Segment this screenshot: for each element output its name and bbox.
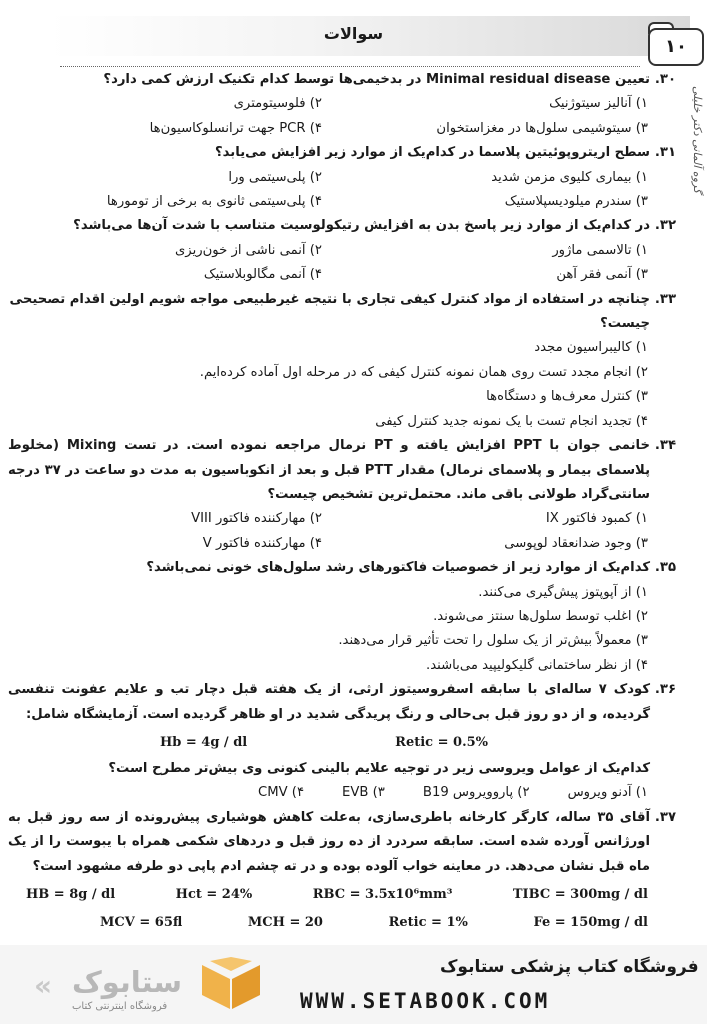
lab-retic: Retic = 0.5% [395, 734, 489, 750]
option-3[interactable]: ۳) معمولاً بیش‌تر از یک سلول را تحت تأثیر قرار می‌دهند. [338, 633, 648, 649]
question-number: ۳۱. [654, 145, 676, 161]
options [8, 92, 650, 141]
option-4[interactable]: ۴) تجدید انجام تست با یک نمونه جدید کنترل کیفی [375, 413, 648, 429]
side-watermark-note: گروه آلمانی دکتر خلیلی [691, 86, 704, 194]
lab-mcv: MCV = 65fl [100, 915, 183, 930]
option-1[interactable]: ۱) آنالیز سیتوژنیک [549, 96, 648, 112]
question-followup: کدام‌یک از عوامل ویروسی زیر در توجیه علایم بالینی کنونی وی بیش‌تر مطرح است؟ [108, 760, 650, 776]
shop-name: فروشگاه کتاب پزشکی ستابوک [440, 957, 699, 977]
option-1[interactable]: ۱) تالاسمی ماژور [552, 242, 648, 258]
question-text: سطح اریتروپوئیتین پلاسما در کدام‌یک از موارد زیر افزایش می‌یابد؟ [215, 145, 650, 161]
setabook-logo[interactable] [20, 955, 190, 1011]
lab-results [26, 729, 622, 757]
question-text: چنانچه در استفاده از مواد کنترل کیفی تجاری با نتیجه غیرطبیعی مواجه شویم اولین اقدام تصحیحی چیست؟ [9, 291, 650, 332]
logo-brand: ستابوک [72, 965, 183, 999]
question-text: کدام‌یک از موارد زیر از خصوصیات فاکتورهای رشد سلول‌های خونی نمی‌باشد؟ [146, 560, 650, 576]
book-logo-icon [196, 957, 266, 1013]
lab-hct: Hct = 24% [175, 887, 253, 902]
questions-list [8, 68, 676, 937]
option-1[interactable]: ۱) از آپوپتوز پیش‌گیری می‌کنند. [478, 584, 648, 600]
option-3[interactable]: ۳) سیتوشیمی سلول‌ها در مغزاستخوان [436, 120, 648, 136]
question-33 [8, 288, 676, 434]
page-number: ۱۰ [648, 28, 704, 66]
question-37 [8, 806, 676, 879]
option-2[interactable]: ۲) فلوسیتومتری [233, 96, 322, 112]
lab-retic: Retic = 1% [388, 915, 468, 930]
option-4[interactable]: ۴) آنمی مگالوبلاستیک [203, 267, 322, 283]
question-36 [8, 678, 676, 806]
question-text: تعیین Minimal residual disease در بدخیمی‌ها توسط کدام تکنیک ارزش کمی دارد؟ [103, 72, 650, 87]
chevron-left-icon: « [34, 969, 53, 1002]
options [8, 239, 650, 288]
options [8, 507, 650, 556]
question-text: آقای ۳۵ ساله، کارگر کارخانه باطری‌سازی، به‌علت کاهش هوشیاری پیش‌رونده از سه روز قبل به اورژانس آورده شده است. سابقه سردرد از ده روز قبل و دردهای شکمی همراه با یبوست را از یک ماه قبل نشان می‌دهد. در معاینه خواب آلوده بوده و در ته چشم ادم پاپی دو طرفه مشهود است؟ [8, 809, 650, 874]
question-number: ۳۵. [654, 560, 676, 576]
option-1[interactable]: ۱) کمبود فاکتور IX [545, 511, 648, 527]
page-header [0, 10, 707, 60]
question-number: ۳۶. [654, 682, 676, 698]
option-4[interactable]: ۴) از نظر ساختمانی گلیکولیپید می‌باشند. [426, 657, 648, 673]
option-1[interactable]: ۱) آدنو ویروس [567, 785, 648, 801]
option-4[interactable]: ۴) CMV [258, 785, 305, 801]
question-number: ۳۳. [654, 291, 676, 307]
question-34 [8, 434, 676, 556]
options [8, 166, 650, 215]
question-text: خانمی جوان با PPT افزایش یافته و PT نرمال مراجعه نموده است. در تست Mixing (مخلوط پلاسمای بیمار و پلاسمای نرمال) مقدار PTT قبل و بعد از انکوباسیون به مدت دو ساعت در ۳۷ درجه سانتی‌گراد طولانی باقی ماند. محتمل‌ترین تشخیص چیست؟ [8, 438, 651, 502]
lab-results [26, 881, 648, 937]
option-3[interactable]: ۳) کنترل معرف‌ها و دستگاه‌ها [486, 389, 648, 405]
question-text: کودک ۷ ساله‌ای با سابقه اسفروسیتوز ارثی، از یک هفته قبل دچار تب و علایم عفونت تنفسی گردیده، و از دو روز قبل بی‌حالی و رنگ پریدگی شدید در او ظاهر گردیده است. آزمایشگاه شامل: [8, 682, 650, 722]
option-1[interactable]: ۱) کالیبراسیون مجدد [534, 340, 648, 356]
question-number: ۳۰. [654, 72, 676, 87]
header-divider [60, 66, 640, 67]
option-3[interactable]: ۳) وجود ضدانعقاد لوپوسی [504, 535, 648, 551]
footer-banner [0, 945, 707, 1024]
option-2[interactable]: ۲) اغلب توسط سلول‌ها سنتز می‌شوند. [433, 608, 648, 624]
question-35 [8, 556, 676, 678]
lab-hb: Hb = 4g / dl [159, 734, 248, 750]
lab-fe: Fe = 150mg / dl [533, 915, 648, 930]
lab-mch: MCH = 20 [247, 915, 323, 930]
option-3[interactable]: ۳) EVB [342, 785, 385, 801]
option-2[interactable]: ۲) انجام مجدد تست روی همان نمونه کنترل کیفی که در مرحله اول آماده کرده‌ایم. [199, 364, 648, 380]
options [8, 336, 650, 434]
question-number: ۳۴. [654, 438, 676, 454]
option-1[interactable]: ۱) بیماری کلیوی مزمن شدید [491, 169, 648, 185]
page-title: سوالات [323, 24, 384, 43]
option-2[interactable]: ۲) مهارکننده فاکتور VIII [191, 511, 322, 527]
question-30 [8, 68, 676, 141]
lab-tibc: TIBC = 300mg / dl [512, 887, 648, 902]
question-32 [8, 214, 676, 287]
option-4[interactable]: ۴) پلی‌سیتمی ثانوی به برخی از تومورها [106, 194, 322, 210]
option-3[interactable]: ۳) آنمی فقر آهن [556, 267, 648, 283]
option-4[interactable]: ۴) PCR جهت ترانسلوکاسیون‌ها [149, 120, 322, 136]
question-text: در کدام‌یک از موارد زیر پاسخ بدن به افزایش رتیکولوسیت متناسب با شدت آن‌ها می‌باشد؟ [73, 218, 650, 234]
option-2[interactable]: ۲) پلی‌سیتمی ورا [228, 169, 322, 185]
lab-rbc: RBC = 3.5x10⁶mm³ [312, 887, 453, 902]
option-3[interactable]: ۳) سندرم میلودیسپلاستیک [504, 194, 648, 210]
option-2[interactable]: ۲) آنمی ناشی از خون‌ریزی [174, 242, 322, 258]
lab-hb: HB = 8g / dl [26, 887, 116, 902]
question-31 [8, 141, 676, 214]
option-4[interactable]: ۴) مهارکننده فاکتور V [202, 535, 322, 551]
option-2[interactable]: ۲) پاروویروس B19 [422, 785, 530, 801]
question-number: ۳۷. [654, 809, 676, 825]
website-link[interactable]: WWW.SETABOOK.COM [300, 989, 551, 1013]
options [8, 581, 650, 679]
logo-tagline: فروشگاه اینترنتی کتاب [72, 1001, 168, 1012]
question-number: ۳۲. [654, 218, 676, 234]
options [8, 781, 650, 805]
